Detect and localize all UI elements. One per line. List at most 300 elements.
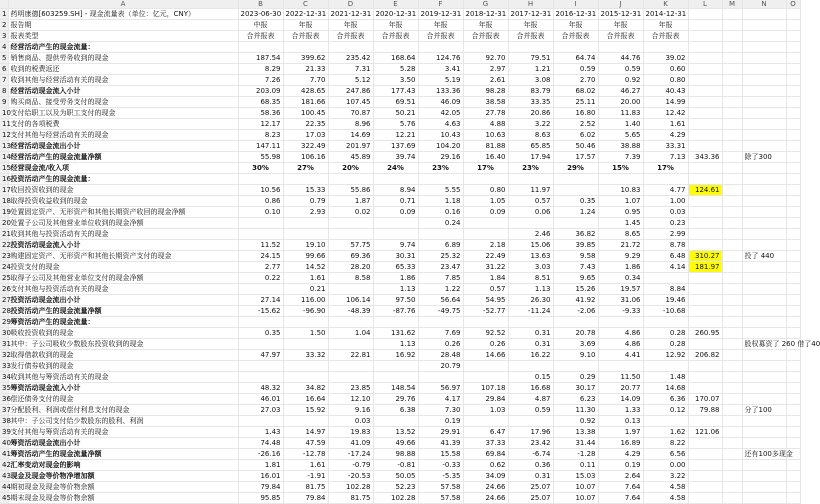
value-cell[interactable]: 2.99 [643, 229, 688, 240]
value-cell[interactable]: 33.35 [508, 97, 553, 108]
value-cell[interactable]: 中报 [238, 20, 283, 31]
row-header[interactable]: 37 [2, 405, 11, 414]
value-cell[interactable]: 0.95 [598, 207, 643, 218]
value-cell[interactable]: -0.81 [373, 460, 418, 471]
value-cell[interactable]: 16.68 [508, 383, 553, 394]
value-cell[interactable]: 107.18 [463, 383, 508, 394]
value-cell[interactable]: 17% [643, 163, 688, 174]
sheet-cell[interactable] [722, 75, 742, 86]
value-cell[interactable]: 0.23 [643, 218, 688, 229]
sheet-cell[interactable] [722, 9, 742, 20]
value-cell[interactable]: 6.02 [553, 130, 598, 141]
row-label-cell[interactable]: 收到的税费返还 [8, 64, 238, 75]
value-cell[interactable]: 1.18 [418, 196, 463, 207]
sheet-cell[interactable] [722, 306, 742, 317]
value-cell[interactable]: 55.98 [238, 152, 283, 163]
value-cell[interactable]: 8.51 [508, 273, 553, 284]
summary-total-cell[interactable] [688, 218, 722, 229]
sheet-cell[interactable] [786, 196, 800, 207]
value-cell[interactable] [328, 339, 373, 350]
value-cell[interactable] [463, 372, 508, 383]
value-cell[interactable]: 7.39 [598, 152, 643, 163]
value-cell[interactable]: 13.38 [553, 427, 598, 438]
summary-total-cell[interactable] [688, 97, 722, 108]
sheet-cell[interactable] [786, 53, 800, 64]
value-cell[interactable] [283, 339, 328, 350]
value-cell[interactable]: 38.88 [598, 141, 643, 152]
value-cell[interactable]: 4.41 [598, 350, 643, 361]
row-label-cell[interactable]: 期末现金及现金等价物余额 [8, 493, 238, 504]
annotation-note-cell[interactable] [742, 416, 786, 427]
value-cell[interactable]: 21.72 [598, 240, 643, 251]
row-label-cell[interactable]: 支付其他与投资活动有关的现金 [8, 284, 238, 295]
value-cell[interactable]: 12.10 [328, 394, 373, 405]
sheet-cell[interactable] [722, 207, 742, 218]
summary-total-cell[interactable]: 79.88 [688, 405, 722, 416]
value-cell[interactable]: 2.97 [463, 64, 508, 75]
value-cell[interactable]: 1.45 [598, 218, 643, 229]
summary-total-cell[interactable] [688, 75, 722, 86]
value-cell[interactable]: 年报 [643, 20, 688, 31]
value-cell[interactable]: 23.47 [418, 262, 463, 273]
value-cell[interactable]: 6.38 [373, 405, 418, 416]
sheet-cell[interactable] [722, 295, 742, 306]
value-cell[interactable]: 0.35 [238, 328, 283, 339]
value-cell[interactable]: 0.80 [643, 75, 688, 86]
value-cell[interactable]: -17.24 [328, 449, 373, 460]
select-all-corner[interactable] [0, 0, 8, 9]
value-cell[interactable]: 15.33 [283, 185, 328, 196]
value-cell[interactable]: 19.10 [283, 240, 328, 251]
sheet-cell[interactable] [786, 163, 800, 174]
value-cell[interactable]: 25.07 [508, 493, 553, 504]
value-cell[interactable]: 16.80 [553, 108, 598, 119]
value-cell[interactable]: 168.64 [373, 53, 418, 64]
row-header[interactable]: 6 [2, 64, 7, 73]
value-cell[interactable]: 4.29 [643, 130, 688, 141]
sheet-cell[interactable] [786, 218, 800, 229]
row-label-cell[interactable]: 支付其他与筹资活动有关的现金 [8, 427, 238, 438]
value-cell[interactable]: -20.53 [328, 471, 373, 482]
value-cell[interactable] [373, 416, 418, 427]
sheet-cell[interactable] [786, 152, 800, 163]
value-cell[interactable]: 0.09 [373, 207, 418, 218]
value-cell[interactable]: 1.61 [283, 273, 328, 284]
annotation-note-cell[interactable] [742, 75, 786, 86]
sheet-cell[interactable] [786, 471, 800, 482]
value-cell[interactable] [463, 42, 508, 53]
value-cell[interactable]: 27.78 [463, 108, 508, 119]
sheet-cell[interactable] [722, 185, 742, 196]
value-cell[interactable]: 2.18 [463, 240, 508, 251]
value-cell[interactable]: 9.16 [328, 405, 373, 416]
value-cell[interactable]: -15.62 [238, 306, 283, 317]
annotation-note-cell[interactable] [742, 471, 786, 482]
value-cell[interactable]: 39.02 [643, 53, 688, 64]
value-cell[interactable] [283, 174, 328, 185]
value-cell[interactable]: 0.71 [373, 196, 418, 207]
sheet-cell[interactable] [722, 64, 742, 75]
annotation-note-cell[interactable] [742, 207, 786, 218]
row-header[interactable]: 13 [2, 141, 11, 150]
summary-total-cell[interactable] [688, 460, 722, 471]
sheet-cell[interactable] [786, 317, 800, 328]
row-header[interactable]: 36 [2, 394, 11, 403]
value-cell[interactable]: -10.68 [643, 306, 688, 317]
row-label-cell[interactable]: 投资活动产生的现金流量净额 [8, 306, 238, 317]
row-header[interactable]: 5 [2, 53, 7, 62]
value-cell[interactable]: 57.75 [328, 240, 373, 251]
row-label-cell[interactable]: 投资活动现金流出小计 [8, 295, 238, 306]
value-cell[interactable] [328, 229, 373, 240]
sheet-cell[interactable] [722, 262, 742, 273]
sheet-cell[interactable] [786, 306, 800, 317]
row-label-cell[interactable]: 投资活动现金流入小计 [8, 240, 238, 251]
value-cell[interactable] [238, 174, 283, 185]
value-cell[interactable] [463, 361, 508, 372]
value-cell[interactable]: 28.20 [328, 262, 373, 273]
row-header[interactable]: 2 [2, 20, 7, 29]
value-cell[interactable] [238, 372, 283, 383]
value-cell[interactable]: 29.76 [373, 394, 418, 405]
value-cell[interactable]: 201.97 [328, 141, 373, 152]
sheet-cell[interactable] [722, 229, 742, 240]
value-cell[interactable]: 合并报表 [598, 31, 643, 42]
column-header-l[interactable]: L [688, 0, 722, 9]
value-cell[interactable] [328, 372, 373, 383]
sheet-cell[interactable] [722, 141, 742, 152]
value-cell[interactable]: 68.02 [553, 86, 598, 97]
value-cell[interactable]: 合并报表 [418, 31, 463, 42]
summary-total-cell[interactable] [688, 207, 722, 218]
value-cell[interactable]: 23% [508, 163, 553, 174]
row-header[interactable]: 21 [2, 229, 11, 238]
row-label-cell[interactable]: 偿还债务支付的现金 [8, 394, 238, 405]
row-label-cell[interactable]: 投资活动产生的现金流量： [8, 174, 238, 185]
value-cell[interactable]: 1.84 [463, 273, 508, 284]
value-cell[interactable]: 4.77 [643, 185, 688, 196]
value-cell[interactable]: 16.92 [373, 350, 418, 361]
row-header[interactable]: 26 [2, 284, 11, 293]
value-cell[interactable] [643, 273, 688, 284]
sheet-cell[interactable] [786, 42, 800, 53]
annotation-note-cell[interactable] [742, 383, 786, 394]
column-header-i[interactable]: I [553, 0, 598, 9]
row-label-cell[interactable]: 经营现金流/收入项 [8, 163, 238, 174]
value-cell[interactable]: 39.85 [553, 240, 598, 251]
value-cell[interactable]: 57.58 [418, 493, 463, 504]
value-cell[interactable] [238, 42, 283, 53]
value-cell[interactable] [238, 218, 283, 229]
value-cell[interactable]: 31.44 [553, 438, 598, 449]
value-cell[interactable] [418, 174, 463, 185]
summary-total-cell[interactable] [688, 361, 722, 372]
value-cell[interactable]: 104.20 [418, 141, 463, 152]
value-cell[interactable] [643, 416, 688, 427]
value-cell[interactable] [508, 416, 553, 427]
value-cell[interactable]: 428.65 [283, 86, 328, 97]
value-cell[interactable]: 8.29 [238, 64, 283, 75]
value-cell[interactable]: 9.10 [553, 350, 598, 361]
value-cell[interactable]: 131.62 [373, 328, 418, 339]
value-cell[interactable]: 年报 [283, 20, 328, 31]
value-cell[interactable] [643, 174, 688, 185]
value-cell[interactable]: 247.86 [328, 86, 373, 97]
value-cell[interactable]: 合并报表 [328, 31, 373, 42]
sheet-cell[interactable] [688, 9, 722, 20]
summary-total-cell[interactable] [688, 229, 722, 240]
sheet-cell[interactable] [722, 163, 742, 174]
annotation-note-cell[interactable] [742, 20, 786, 31]
value-cell[interactable]: 1.04 [328, 328, 373, 339]
row-header[interactable]: 33 [2, 361, 11, 370]
row-label-cell[interactable]: 吸收投资收到的现金 [8, 328, 238, 339]
value-cell[interactable]: 8.63 [508, 130, 553, 141]
column-header-d[interactable]: D [328, 0, 373, 9]
value-cell[interactable]: 12.42 [643, 108, 688, 119]
row-label-cell[interactable]: 汇率变动对现金的影响 [8, 460, 238, 471]
value-cell[interactable] [643, 317, 688, 328]
value-cell[interactable]: 0.03 [328, 416, 373, 427]
value-cell[interactable]: 7.64 [598, 482, 643, 493]
value-cell[interactable]: 15.58 [418, 449, 463, 460]
annotation-note-cell[interactable] [742, 460, 786, 471]
value-cell[interactable]: 50.46 [553, 141, 598, 152]
sheet-cell[interactable] [786, 372, 800, 383]
value-cell[interactable]: 0.26 [418, 339, 463, 350]
row-label-cell[interactable]: 投资支付的现金 [8, 262, 238, 273]
sheet-cell[interactable] [722, 350, 742, 361]
value-cell[interactable]: 50.21 [373, 108, 418, 119]
sheet-cell[interactable] [786, 119, 800, 130]
value-cell[interactable] [238, 339, 283, 350]
value-cell[interactable]: 0.00 [643, 460, 688, 471]
value-cell[interactable]: 147.11 [238, 141, 283, 152]
value-cell[interactable]: 0.28 [643, 328, 688, 339]
value-cell[interactable]: 14.68 [643, 383, 688, 394]
sheet-cell[interactable] [786, 427, 800, 438]
value-cell[interactable]: 2.46 [508, 229, 553, 240]
value-cell[interactable]: 98.88 [373, 449, 418, 460]
value-cell[interactable]: 6.23 [553, 394, 598, 405]
value-cell[interactable]: 合并报表 [283, 31, 328, 42]
column-header-b[interactable]: B [238, 0, 283, 9]
value-cell[interactable]: 0.31 [508, 471, 553, 482]
annotation-note-cell[interactable] [742, 141, 786, 152]
value-cell[interactable]: 34.82 [283, 383, 328, 394]
row-label-cell[interactable]: 经营活动现金流出小计 [8, 141, 238, 152]
row-header[interactable]: 39 [2, 427, 11, 436]
value-cell[interactable]: 235.42 [328, 53, 373, 64]
summary-total-cell[interactable] [688, 130, 722, 141]
summary-total-cell[interactable] [688, 273, 722, 284]
column-header-g[interactable]: G [463, 0, 508, 9]
value-cell[interactable]: 8.78 [643, 240, 688, 251]
value-cell[interactable]: 7.64 [598, 493, 643, 504]
value-cell[interactable]: 4.58 [643, 493, 688, 504]
value-cell[interactable]: 49.66 [373, 438, 418, 449]
sheet-cell[interactable] [722, 108, 742, 119]
sheet-cell[interactable] [786, 75, 800, 86]
value-cell[interactable]: 27.14 [238, 295, 283, 306]
value-cell[interactable]: 3.22 [643, 471, 688, 482]
value-cell[interactable]: 42.05 [418, 108, 463, 119]
summary-total-cell[interactable] [688, 174, 722, 185]
value-cell[interactable]: -26.16 [238, 449, 283, 460]
summary-total-cell[interactable]: 206.82 [688, 350, 722, 361]
value-cell[interactable]: 19.57 [598, 284, 643, 295]
value-cell[interactable]: 6.47 [463, 427, 508, 438]
value-cell[interactable]: 1.48 [643, 372, 688, 383]
row-header[interactable]: 43 [2, 471, 11, 480]
value-cell[interactable]: 44.76 [598, 53, 643, 64]
date-header-cell[interactable]: 2022-12-31 [283, 9, 328, 20]
value-cell[interactable] [328, 174, 373, 185]
row-header[interactable]: 4 [2, 42, 7, 51]
value-cell[interactable]: 4.86 [598, 339, 643, 350]
value-cell[interactable]: 0.35 [553, 196, 598, 207]
value-cell[interactable]: 1.97 [598, 427, 643, 438]
value-cell[interactable]: 19.83 [328, 427, 373, 438]
value-cell[interactable]: 0.26 [463, 339, 508, 350]
value-cell[interactable] [643, 361, 688, 372]
sheet-cell[interactable] [722, 394, 742, 405]
summary-total-cell[interactable] [688, 31, 722, 42]
annotation-note-cell[interactable] [742, 119, 786, 130]
value-cell[interactable]: 33.31 [643, 141, 688, 152]
sheet-cell[interactable] [786, 64, 800, 75]
value-cell[interactable]: 107.45 [328, 97, 373, 108]
value-cell[interactable]: 1.13 [373, 339, 418, 350]
sheet-cell[interactable] [786, 460, 800, 471]
value-cell[interactable]: 9.29 [598, 251, 643, 262]
value-cell[interactable]: 46.01 [238, 394, 283, 405]
annotation-note-cell[interactable] [742, 196, 786, 207]
sheet-cell[interactable] [786, 482, 800, 493]
value-cell[interactable]: 2.61 [463, 75, 508, 86]
row-label-cell[interactable]: 取得投资收益收到的现金 [8, 196, 238, 207]
value-cell[interactable]: 1.87 [328, 196, 373, 207]
value-cell[interactable]: 13.52 [373, 427, 418, 438]
value-cell[interactable]: 8.22 [643, 438, 688, 449]
value-cell[interactable]: 12.92 [643, 350, 688, 361]
row-header[interactable]: 35 [2, 383, 11, 392]
sheet-cell[interactable] [786, 383, 800, 394]
value-cell[interactable] [418, 372, 463, 383]
value-cell[interactable] [463, 317, 508, 328]
value-cell[interactable]: 年报 [328, 20, 373, 31]
value-cell[interactable]: -2.06 [553, 306, 598, 317]
sheet-cell[interactable] [786, 405, 800, 416]
value-cell[interactable]: 5.12 [328, 75, 373, 86]
value-cell[interactable]: 6.56 [643, 449, 688, 460]
value-cell[interactable]: 24% [373, 163, 418, 174]
value-cell[interactable] [373, 317, 418, 328]
value-cell[interactable]: 46.27 [598, 86, 643, 97]
value-cell[interactable]: 8.23 [238, 130, 283, 141]
sheet-cell[interactable] [722, 438, 742, 449]
sheet-cell[interactable] [722, 383, 742, 394]
value-cell[interactable] [238, 361, 283, 372]
annotation-note-cell[interactable]: 投了 440 [742, 251, 786, 262]
value-cell[interactable] [283, 218, 328, 229]
value-cell[interactable] [463, 416, 508, 427]
sheet-cell[interactable] [722, 152, 742, 163]
value-cell[interactable] [643, 42, 688, 53]
value-cell[interactable]: 10.56 [238, 185, 283, 196]
value-cell[interactable]: 16.89 [598, 438, 643, 449]
value-cell[interactable]: 24.15 [238, 251, 283, 262]
value-cell[interactable]: 116.00 [283, 295, 328, 306]
value-cell[interactable]: 7.85 [418, 273, 463, 284]
value-cell[interactable] [598, 317, 643, 328]
value-cell[interactable]: 0.21 [283, 284, 328, 295]
value-cell[interactable]: 1.05 [463, 196, 508, 207]
row-label-cell[interactable]: 取得子公司及其他营业单位支付的现金净额 [8, 273, 238, 284]
sheet-cell[interactable] [786, 262, 800, 273]
annotation-note-cell[interactable] [742, 174, 786, 185]
value-cell[interactable]: 3.03 [508, 262, 553, 273]
summary-total-cell[interactable] [688, 86, 722, 97]
sheet-cell[interactable] [722, 471, 742, 482]
value-cell[interactable]: 16.64 [283, 394, 328, 405]
value-cell[interactable]: 1.13 [508, 284, 553, 295]
value-cell[interactable]: 6.89 [418, 240, 463, 251]
value-cell[interactable]: 74.48 [238, 438, 283, 449]
value-cell[interactable]: 27.03 [238, 405, 283, 416]
value-cell[interactable] [328, 42, 373, 53]
column-header-j[interactable]: J [598, 0, 643, 9]
row-header[interactable]: 18 [2, 196, 11, 205]
value-cell[interactable] [418, 229, 463, 240]
value-cell[interactable]: 1.62 [643, 427, 688, 438]
column-header-a[interactable]: A [8, 0, 238, 9]
value-cell[interactable]: 102.28 [373, 493, 418, 504]
value-cell[interactable]: 34.09 [463, 471, 508, 482]
value-cell[interactable]: 15.92 [283, 405, 328, 416]
row-label-cell[interactable]: 其中：子公司吸收少数股东投资收到的现金 [8, 339, 238, 350]
value-cell[interactable]: 6.36 [643, 394, 688, 405]
value-cell[interactable]: 38.58 [463, 97, 508, 108]
value-cell[interactable] [283, 317, 328, 328]
value-cell[interactable]: 47.59 [283, 438, 328, 449]
value-cell[interactable]: 79.51 [508, 53, 553, 64]
value-cell[interactable] [238, 229, 283, 240]
value-cell[interactable]: 合并报表 [238, 31, 283, 42]
row-label-cell[interactable]: 发行债券收到的现金 [8, 361, 238, 372]
value-cell[interactable]: 合并报表 [508, 31, 553, 42]
date-header-cell[interactable]: 2014-12-31 [643, 9, 688, 20]
sheet-cell[interactable] [786, 273, 800, 284]
date-header-cell[interactable]: 2017-12-31 [508, 9, 553, 20]
value-cell[interactable]: 4.87 [508, 394, 553, 405]
sheet-cell[interactable] [722, 339, 742, 350]
value-cell[interactable]: 16.40 [463, 152, 508, 163]
summary-total-cell[interactable]: 343.36 [688, 152, 722, 163]
value-cell[interactable]: 33.32 [283, 350, 328, 361]
sheet-cell[interactable] [722, 20, 742, 31]
value-cell[interactable]: 20.78 [553, 328, 598, 339]
value-cell[interactable]: 31.06 [598, 295, 643, 306]
value-cell[interactable]: 5.65 [598, 130, 643, 141]
value-cell[interactable]: 7.69 [418, 328, 463, 339]
sheet-cell[interactable] [786, 31, 800, 42]
annotation-note-cell[interactable] [742, 86, 786, 97]
value-cell[interactable]: 16.01 [238, 471, 283, 482]
value-cell[interactable]: 69.84 [463, 449, 508, 460]
sheet-cell[interactable] [722, 405, 742, 416]
row-header[interactable]: 7 [2, 75, 7, 84]
